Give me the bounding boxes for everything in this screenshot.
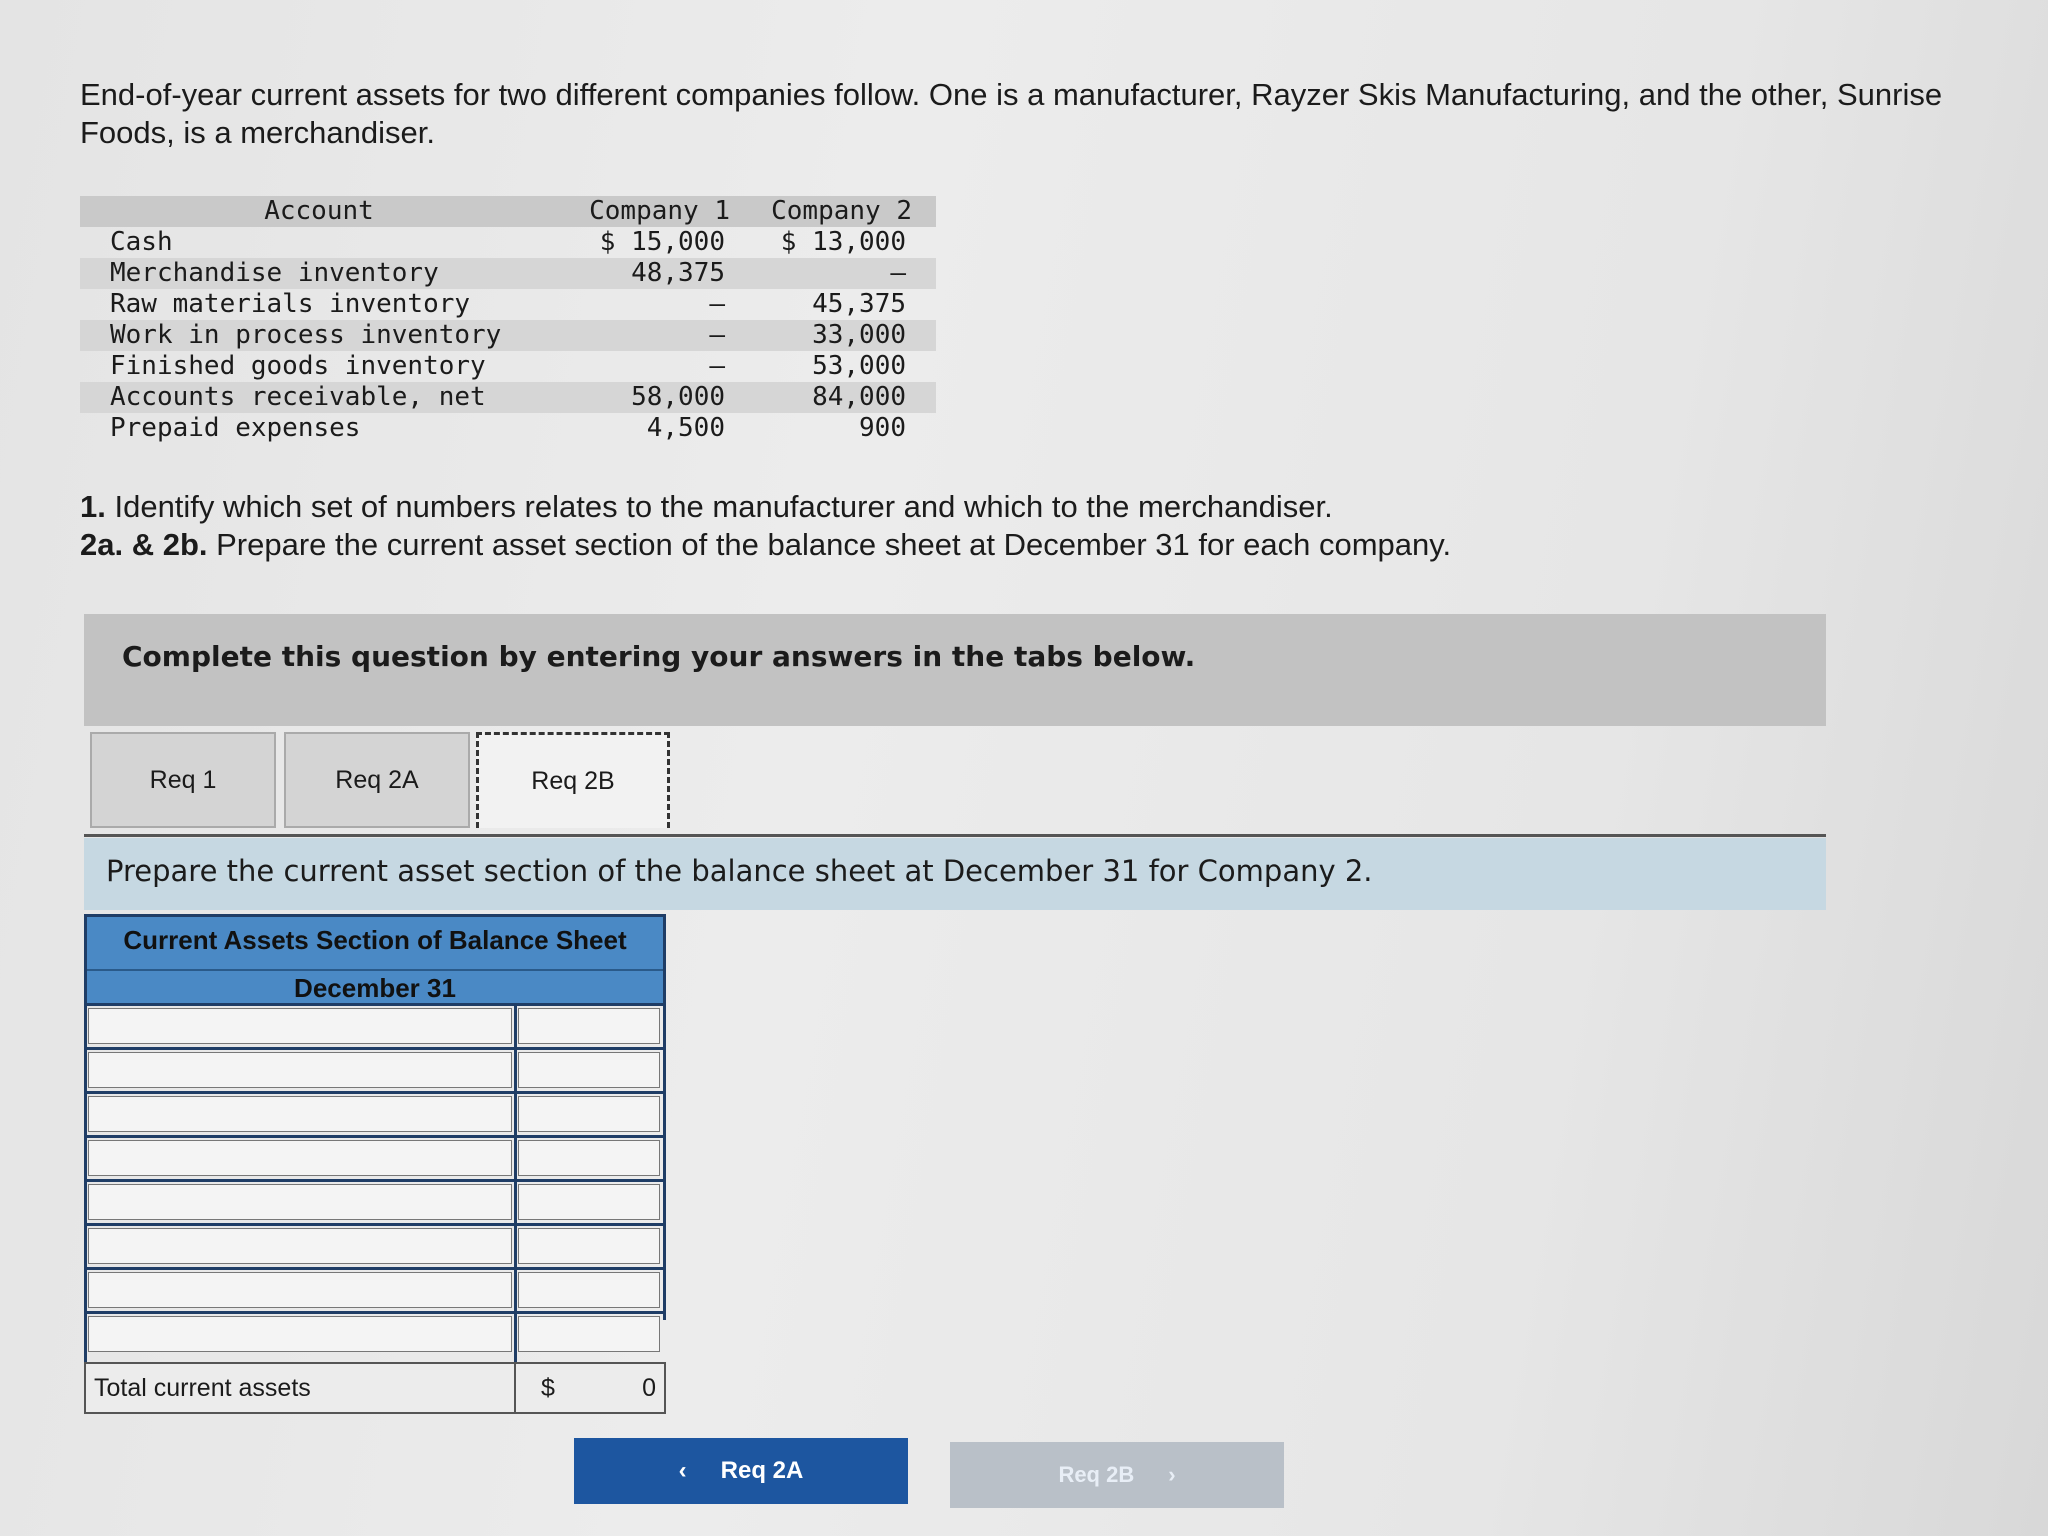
row-co2: 900: [859, 413, 906, 443]
account-select[interactable]: [88, 1140, 512, 1176]
row-co2: 33,000: [812, 320, 906, 350]
row-account: Raw materials inventory: [110, 289, 471, 319]
balance-sheet-date: December 31: [87, 969, 663, 1004]
question-1: [80, 488, 1980, 526]
row-account: Work in process inventory: [110, 320, 502, 350]
table-row: [80, 382, 936, 413]
row-co2: $ 13,000: [780, 227, 906, 257]
next-req-button[interactable]: [950, 1442, 1284, 1508]
total-currency: $: [541, 1374, 555, 1402]
instruction-text: Prepare the current asset section of the balance sheet at December 31 for Company 2.: [106, 854, 1373, 888]
tab-divider: [84, 834, 1826, 837]
row-co1: 48,375: [631, 258, 725, 288]
table-row: [80, 258, 936, 289]
amount-input[interactable]: [518, 1316, 660, 1352]
account-select[interactable]: [88, 1052, 512, 1088]
balance-sheet-header: [84, 914, 666, 1006]
intro-text: End-of-year current assets for two different companies follow. One is a manufacturer, Rayzer Skis Manufacturing, and the other, Sunrise Foods, is a merchandiser.: [80, 77, 1943, 150]
table-row: [80, 413, 936, 444]
row-co1: –: [709, 289, 725, 319]
tab-req-2b[interactable]: Req 2B: [476, 732, 670, 828]
account-select[interactable]: [88, 1228, 512, 1264]
question-2-number: 2a. & 2b.: [80, 527, 208, 562]
row-co2: 84,000: [812, 382, 906, 412]
row-co1: –: [709, 320, 725, 350]
question-2: [80, 526, 1980, 564]
table-row: [80, 289, 936, 320]
balance-sheet-title: Current Assets Section of Balance Sheet: [123, 925, 627, 955]
account-select[interactable]: [88, 1008, 512, 1044]
account-select[interactable]: [88, 1096, 512, 1132]
question-2-text: Prepare the current asset section of the balance sheet at December 31 for each company.: [207, 527, 1452, 562]
questions: [80, 488, 1980, 564]
tab-req-2a[interactable]: Req 2A: [284, 732, 470, 828]
row-co2: 45,375: [812, 289, 906, 319]
amount-input[interactable]: [518, 1096, 660, 1132]
row-account: Merchandise inventory: [110, 258, 439, 288]
amount-input[interactable]: [518, 1228, 660, 1264]
row-account: Prepaid expenses: [110, 413, 361, 443]
account-select[interactable]: [88, 1316, 512, 1352]
row-co2: –: [890, 258, 906, 288]
total-label: Total current assets: [94, 1374, 311, 1402]
table-row: [84, 1006, 666, 1050]
prev-req-label: Req 2A: [720, 1457, 804, 1484]
header-company-1: Company 1: [589, 196, 730, 226]
accounts-table-header: [80, 196, 936, 227]
question-1-number: 1.: [80, 489, 106, 524]
banner-text: Complete this question by entering your answers in the tabs below.: [122, 640, 1196, 673]
table-row: [80, 320, 936, 351]
account-select[interactable]: [88, 1184, 512, 1220]
row-co1: 58,000: [631, 382, 725, 412]
table-row: [84, 1138, 666, 1182]
row-co2: 53,000: [812, 351, 906, 381]
chevron-left-icon: ‹: [678, 1457, 687, 1484]
table-row: [84, 1182, 666, 1226]
chevron-right-icon: ›: [1168, 1462, 1176, 1487]
row-co1: $ 15,000: [599, 227, 725, 257]
prev-req-button[interactable]: [574, 1438, 908, 1504]
row-account: Accounts receivable, net: [110, 382, 486, 412]
table-row: [84, 1314, 666, 1358]
amount-input[interactable]: [518, 1272, 660, 1308]
amount-input[interactable]: [518, 1008, 660, 1044]
total-current-assets-row: [84, 1362, 666, 1414]
row-co1: –: [709, 351, 725, 381]
balance-sheet-table: [84, 914, 666, 1414]
table-row: [84, 1050, 666, 1094]
next-req-label: Req 2B: [1058, 1462, 1135, 1487]
row-account: Finished goods inventory: [110, 351, 486, 381]
amount-input[interactable]: [518, 1052, 660, 1088]
table-row: [84, 1270, 666, 1314]
amount-input[interactable]: [518, 1140, 660, 1176]
row-account: Cash: [110, 227, 173, 257]
table-row: [80, 227, 936, 258]
table-row: [84, 1226, 666, 1270]
table-row: [84, 1094, 666, 1138]
account-select[interactable]: [88, 1272, 512, 1308]
header-account: Account: [264, 196, 374, 226]
column-divider: [514, 1364, 516, 1412]
total-value: 0: [642, 1374, 656, 1402]
amount-input[interactable]: [518, 1184, 660, 1220]
row-co1: 4,500: [646, 413, 725, 443]
table-row: [80, 351, 936, 382]
tab-req-1[interactable]: Req 1: [90, 732, 276, 828]
question-1-text: Identify which set of numbers relates to the manufacturer and which to the merchandiser.: [105, 489, 1333, 524]
header-company-2: Company 2: [771, 196, 912, 226]
